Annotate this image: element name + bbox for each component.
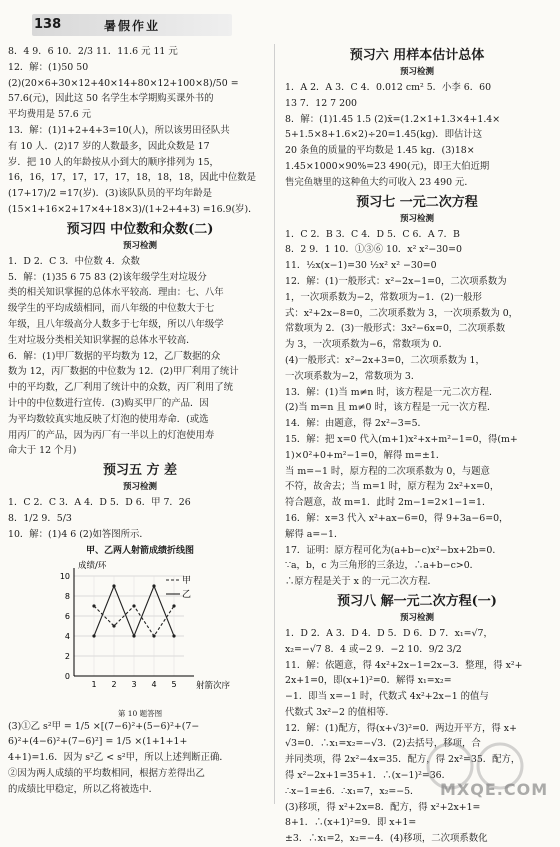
answer-line: 1．D 2．A 3．D 4．D 5．D 6．D 7．x₁=√7， bbox=[285, 627, 493, 639]
answer-line: 级学生的平均成绩相同，而八年级的中位数大于七 bbox=[8, 303, 215, 315]
top-answers bbox=[8, 44, 272, 218]
answer-line: 符合题意，故 m=1．此时 2m−1=2×1−1=1． bbox=[285, 497, 492, 509]
answer-line: 5+1.5×8+1.6×2)÷20=1.45(kg)．即估计这 bbox=[285, 129, 483, 141]
answer-line: 1，一次项系数为−2，常数项为−1．(2)一般形 bbox=[285, 291, 482, 303]
data-point bbox=[132, 604, 135, 607]
section-subtitle-4: 预习检测 bbox=[122, 240, 157, 251]
column-divider bbox=[274, 44, 275, 804]
answer-line: 2x+1=0，即(x+1)²=0．解得 x₁=x₂= bbox=[285, 675, 452, 687]
answer-line: (17+17)/2 =17(岁)．(3)该队队员的平均年龄是 bbox=[8, 188, 213, 200]
left-column bbox=[8, 44, 272, 798]
answer-line: 中的平均数，乙厂利用了统计中的众数，丙厂利用了统 bbox=[8, 382, 234, 394]
answer-line: 并同类项，得 2x²−4x=35．配方，得 2x²=35．配方， bbox=[285, 754, 521, 766]
section-subtitle-5: 预习检测 bbox=[122, 482, 157, 493]
page-header bbox=[0, 0, 560, 40]
data-point bbox=[152, 634, 155, 637]
section-4-answers bbox=[8, 254, 272, 459]
answer-line: 11．解：依题意，得 4x²+2x−1=2x−3．整理，得 x²+ bbox=[285, 659, 523, 671]
answer-line: 13 7．12 7 200 bbox=[285, 97, 357, 109]
answer-line: √3=0．∴x₁=x₂=−√3．(2)去括号，移项，合 bbox=[285, 738, 481, 750]
x-tick-label: 5 bbox=[171, 679, 177, 689]
answer-line: 8．1/2 9．5/3 bbox=[8, 512, 72, 524]
answer-line: (3)移项，得 x²+2x=8．配方，得 x²+2x+1= bbox=[285, 801, 481, 813]
x-axis-label: 射箭次序 bbox=[196, 680, 231, 691]
y-tick-label: 2 bbox=[64, 651, 70, 661]
answer-line: (4)一般形式：x²−2x+3=0，二次项系数为 1， bbox=[285, 354, 485, 366]
answer-line: 年级，且八年级高分人数多于七年级，所以八年级学 bbox=[8, 318, 224, 330]
right-column bbox=[285, 44, 549, 847]
section-title-6: 预习六 用样本估计总体 bbox=[349, 48, 485, 63]
x-tick-label: 4 bbox=[151, 679, 157, 689]
answer-line: 6)²+(4−6)²+(7−6)²] = 1/5 ×(1+1+1+ bbox=[8, 736, 188, 748]
section-title-8: 预习八 解一元二次方程(一) bbox=[337, 593, 497, 609]
answer-line: 11．½x(x−1)=30 ½x² x² −30=0 bbox=[285, 260, 437, 272]
answer-line: 17．证明：原方程可化为(a+b−c)x²−bx+2b=0． bbox=[285, 544, 502, 556]
answer-line: 一次项系数为−2，常数项为 3． bbox=[285, 370, 421, 382]
data-point bbox=[132, 634, 135, 637]
answer-line: 计中的中位数进行宣传．(3)购买甲厂的产品．因 bbox=[8, 397, 209, 409]
answer-line: 15．解：把 x=0 代入(m+1)x²+x+m²−1=0，得(m+ bbox=[285, 433, 518, 445]
data-point bbox=[92, 634, 95, 637]
answer-line: 8．4 9．6 10．2/3 11．11.6 元 11 元 bbox=[8, 46, 178, 57]
answer-line: 1．C 2．C 3．A 4．D 5．D 6．甲 7．26 bbox=[8, 497, 191, 509]
answer-line: 8+1．∴(x+1)²=9．即 x+1= bbox=[285, 817, 417, 829]
answer-line: 8．2 9．1 10．①③⑥ 10．x² x²−30=0 bbox=[285, 244, 462, 256]
answer-line: −1．即当 x=−1 时，代数式 4x²+2x−1 的值与 bbox=[285, 691, 489, 703]
answer-line: x₂=−√7 8．4 或−2 9．−2 10．9/2 3/2 bbox=[285, 643, 462, 655]
answer-line: 平均费用是 57.6 元 bbox=[8, 109, 92, 121]
answer-line: 当 m=−1 时，原方程的二次项系数为 0，与题意 bbox=[285, 465, 490, 477]
section-title-7: 预习七 一元二次方程 bbox=[356, 194, 478, 210]
x-tick-label: 1 bbox=[91, 679, 97, 689]
answer-line: 5．解：(1)35 6 75 83 (2)该年级学生对垃圾分 bbox=[8, 271, 207, 283]
section-subtitle-6: 预习检测 bbox=[399, 67, 434, 77]
watermark-text: MXQE.COM bbox=[440, 780, 549, 799]
header-title: 暑假作业 bbox=[104, 19, 161, 33]
answer-line: 代数式 3x²−2 的值相等． bbox=[285, 706, 395, 718]
y-axis-label: 成绩/环 bbox=[78, 560, 107, 571]
data-point bbox=[92, 604, 95, 607]
answer-line: 不符，故舍去；当 m=1 时，原方程为 2x²+x=0， bbox=[285, 481, 500, 493]
answer-line: 16．解：x=3 代入 x²+ax−6=0，得 9+3a−6=0， bbox=[285, 512, 509, 524]
answer-line: (15×1+16×2+17×4+18×3)/(1+2+4+3) =16.9(岁)． bbox=[8, 203, 258, 215]
answer-line: 的成绩比甲稳定，所以乙将被选中． bbox=[8, 783, 159, 795]
answer-line: 4+1)=1.6．因为 s²乙 < s²甲，所以上述判断正确． bbox=[8, 752, 229, 764]
section-6-answers bbox=[285, 80, 549, 191]
answer-line: 有 10 人．(2)17 岁的人数最多，因此众数是 17 bbox=[8, 140, 210, 152]
section-title-4: 预习四 中位数和众数(二) bbox=[66, 221, 214, 237]
chart-caption: 第 10 题答图 bbox=[117, 708, 163, 718]
answer-line: (2)当 m=n 且 m≠0 时，该方程是一元一次方程． bbox=[285, 402, 497, 414]
answer-line: 命大于 12 个月) bbox=[8, 445, 77, 457]
y-tick-label: 10 bbox=[59, 571, 70, 581]
answer-line: (2)(20×6+30×12+40×14+80×12+100×8)/50 = bbox=[8, 77, 239, 89]
answer-line: 1.45×1000×90%=23 490(元)，即王大伯近期 bbox=[285, 160, 490, 172]
answer-line: 式：x²+2x−8=0，二次项系数为 3，一次项系数为 0， bbox=[285, 307, 519, 319]
answer-line: 1)×0²+0+m²−1=0，解得 m=±1． bbox=[285, 449, 446, 461]
answer-line: 为 3，一次项系数为−6，常数项为 0． bbox=[285, 339, 448, 351]
answer-line: 用丙厂的产品，因为丙厂有一半以上的灯泡使用寿 bbox=[8, 429, 215, 441]
answer-line: ∴x−1=±6．∴x₁=7，x₂=−5． bbox=[285, 785, 420, 797]
line-chart bbox=[34, 558, 234, 708]
answer-line: 数为 12，丙厂数据的中位数为 12．(2)甲厂利用了统计 bbox=[8, 366, 239, 378]
answer-line: 1．D 2．C 3．中位数 4．众数 bbox=[8, 255, 140, 267]
answer-line: ±3．∴x₁=2，x₂=−4．(4)移项，二次项系数化 bbox=[285, 833, 488, 845]
section-subtitle-7: 预习检测 bbox=[399, 213, 434, 224]
answer-line: 6．解：(1)甲厂数据的平均数为 12，乙厂数据的众 bbox=[8, 350, 221, 362]
data-point bbox=[172, 634, 175, 637]
data-point bbox=[112, 584, 115, 587]
answer-line: 16，16，17，17，17，17，18，18，18，因此中位数是 bbox=[8, 172, 256, 184]
y-tick-label: 6 bbox=[64, 611, 70, 621]
answer-line: 生对垃圾分类相关知识掌握的总体水平较高． bbox=[8, 334, 196, 346]
chart-title: 甲、乙两人射箭成绩折线图 bbox=[85, 545, 194, 556]
legend-label: 甲 bbox=[182, 575, 192, 586]
answer-line: 57.6(元)，因此这 50 名学生本学期购买课外书的 bbox=[8, 93, 214, 105]
section-5-answers bbox=[8, 495, 272, 542]
answer-line: 13．解：(1)当 m≠n 时，该方程是一元二次方程． bbox=[285, 386, 499, 398]
answer-line: 解得 a=−1． bbox=[285, 528, 344, 540]
section-7-answers bbox=[285, 227, 549, 590]
x-tick-label: 2 bbox=[111, 679, 117, 689]
section-5-after-chart bbox=[8, 719, 272, 798]
y-tick-label: 8 bbox=[64, 591, 70, 601]
data-point bbox=[112, 624, 115, 627]
section-title-5: 预习五 方 差 bbox=[102, 463, 178, 479]
legend-label: 乙 bbox=[182, 589, 192, 600]
answer-line: 类的相关知识掌握的总体水平较高．理由：七、八年 bbox=[8, 287, 224, 299]
data-point bbox=[152, 584, 155, 587]
answer-line: ∴原方程是关于 x 的一元二次方程． bbox=[285, 576, 437, 588]
y-tick-label: 0 bbox=[64, 671, 70, 681]
answer-line: ②因为两人成绩的平均数相同，根据方差得出乙 bbox=[8, 767, 205, 779]
section-subtitle-8: 预习检测 bbox=[399, 612, 434, 623]
chart-svg bbox=[34, 558, 234, 698]
answer-line: 售完鱼塘里的这种鱼大约可收入 23 490 元． bbox=[285, 176, 474, 188]
answer-line: 20 条鱼的质量的平均数是 1.45 kg．(3)18× bbox=[285, 145, 475, 157]
answer-line: (3)①乙 s²甲 = 1/5 ×[(7−6)²+(5−6)²+(7− bbox=[8, 720, 200, 732]
answer-line: 12．解：(1)一般形式：x²−2x−1=0，二次项系数为 bbox=[285, 275, 507, 287]
answer-line: 为平均数较真实地反映了灯泡的使用寿命．(或选 bbox=[8, 413, 209, 425]
data-point bbox=[172, 604, 175, 607]
answer-line: 12．解：(1)配方，得(x+√3)²=0．两边开平方，得 x+ bbox=[285, 722, 517, 734]
page-number: 138 bbox=[34, 17, 62, 32]
answer-line: 12．解：(1)50 50 bbox=[8, 61, 89, 73]
answer-line: ∵a，b，c 为三角形的三条边，∴a+b−c>0． bbox=[285, 560, 480, 572]
answer-line: 常数项为 2．(3)一般形式：3x²−6x=0，二次项系数 bbox=[285, 323, 506, 335]
answer-line: 10．解：(1)4 6 (2)如答图所示． bbox=[8, 528, 149, 540]
y-tick-label: 4 bbox=[64, 631, 70, 641]
answer-line: 岁．把 10 人的年龄按从小到大的顺序排列为 15， bbox=[8, 156, 219, 168]
answer-line: 1．A 2．A 3．C 4．0.012 cm² 5．小李 6．60 bbox=[285, 82, 492, 93]
x-tick-label: 3 bbox=[131, 679, 137, 689]
answer-line: 1．C 2．B 3．C 4．D 5．C 6．A 7．B bbox=[285, 228, 460, 240]
answer-line: 14．解：由题意，得 2x²−3=5． bbox=[285, 418, 427, 430]
answer-line: 13．解：(1)1+2+4+3=10(人)，所以该男田径队共 bbox=[8, 124, 230, 136]
answer-line: 得 x²−2x+1=35+1．∴(x−1)²=36． bbox=[285, 770, 452, 782]
answer-line: 8．解：(1)1.45 1.5 (2)x̄=(1.2×1+1.3×4+1.4× bbox=[285, 113, 501, 125]
